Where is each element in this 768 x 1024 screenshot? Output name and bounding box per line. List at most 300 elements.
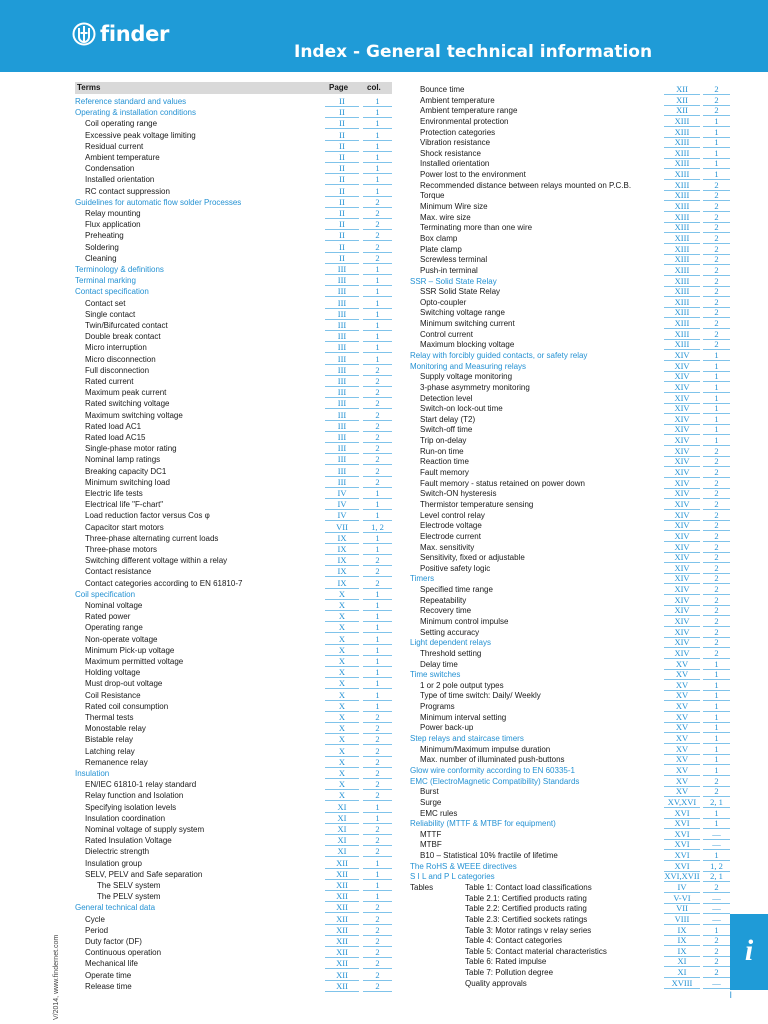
page-reference[interactable]: III (325, 398, 359, 409)
section-heading[interactable]: General technical data (75, 903, 156, 913)
column-reference: 2 (703, 616, 730, 627)
right-index-row (410, 914, 730, 925)
page-reference[interactable]: III (325, 432, 359, 443)
page-reference[interactable]: II (325, 96, 359, 107)
index-term: Level control relay (420, 510, 485, 520)
right-index-row (410, 116, 730, 127)
page-reference[interactable]: XI (325, 802, 359, 813)
page-reference[interactable]: XIII (664, 233, 700, 244)
page-reference[interactable]: VII (664, 903, 700, 914)
left-index-row (75, 970, 392, 981)
column-reference: 1 (703, 659, 730, 670)
column-reference: — (703, 914, 730, 925)
page-reference[interactable]: XII (325, 858, 359, 869)
page-reference[interactable]: XIV (664, 467, 700, 478)
page-reference[interactable]: II (325, 186, 359, 197)
page-reference[interactable]: X (325, 768, 359, 779)
column-reference: 2 (363, 947, 392, 958)
page-reference[interactable]: III (325, 365, 359, 376)
page-reference[interactable]: XIII (664, 276, 700, 287)
column-reference: 2 (703, 297, 730, 308)
column-reference: 1 (363, 186, 392, 197)
page-reference[interactable]: XII (664, 105, 700, 116)
page-reference[interactable]: II (325, 219, 359, 230)
page-reference[interactable]: XV (664, 690, 700, 701)
index-term: Residual current (85, 141, 144, 151)
page-reference[interactable]: XIV (664, 510, 700, 521)
page-reference[interactable]: III (325, 421, 359, 432)
left-index-row (75, 208, 392, 219)
page-reference[interactable]: XV (664, 669, 700, 680)
section-heading[interactable]: Terminal marking (75, 276, 136, 286)
page-reference[interactable]: II (325, 152, 359, 163)
column-reference: 1 (363, 107, 392, 118)
page-reference[interactable]: IX (325, 578, 359, 589)
column-reference: 2 (363, 824, 392, 835)
page-reference[interactable]: XII (325, 970, 359, 981)
left-index-row (75, 365, 392, 376)
page-reference[interactable]: VIII (664, 914, 700, 925)
section-heading[interactable]: Contact specification (75, 287, 149, 297)
page-reference[interactable]: XIII (664, 158, 700, 169)
section-heading[interactable]: Reliability (MTTF & MTBF for equipment) (410, 819, 556, 829)
left-index-row (75, 275, 392, 286)
right-index-row (410, 967, 730, 978)
right-index-row (410, 456, 730, 467)
page-reference[interactable]: XIV (664, 605, 700, 616)
right-index-row (410, 669, 730, 680)
column-reference: 1 (363, 667, 392, 678)
column-reference: 1 (703, 350, 730, 361)
index-term: Type of time switch: Daily/ Weekly (420, 691, 541, 701)
page-reference[interactable]: III (325, 477, 359, 488)
index-term: Run-on time (420, 446, 464, 456)
page-reference[interactable]: II (325, 130, 359, 141)
page-reference[interactable]: IX (664, 946, 700, 957)
left-index-row (75, 174, 392, 185)
right-index-row (410, 935, 730, 946)
page-reference[interactable]: II (325, 174, 359, 185)
column-reference: 1 (363, 880, 392, 891)
page-reference[interactable]: XVI (664, 818, 700, 829)
page-reference[interactable]: XV (664, 659, 700, 670)
page-reference[interactable]: III (325, 331, 359, 342)
page-reference[interactable]: III (325, 387, 359, 398)
page-reference[interactable]: XIV (664, 573, 700, 584)
page-reference[interactable]: XI (325, 824, 359, 835)
column-reference: 1 (703, 414, 730, 425)
page-reference[interactable]: X (325, 611, 359, 622)
page-reference[interactable]: X (325, 712, 359, 723)
page-reference[interactable]: XV (664, 680, 700, 691)
index-term: Minimum switching current (420, 319, 515, 329)
index-term: Double break contact (85, 332, 161, 342)
right-index-row (410, 127, 730, 138)
page-reference[interactable]: VII (325, 522, 359, 533)
page-reference[interactable]: XII (325, 869, 359, 880)
page-reference[interactable]: XV (664, 733, 700, 744)
right-index-row (410, 520, 730, 531)
right-index-row (410, 265, 730, 276)
section-heading[interactable]: Relay with forcibly guided contacts, or safety relay (410, 351, 588, 360)
right-index-row (410, 510, 730, 521)
index-term: Latching relay (85, 746, 135, 756)
page-reference[interactable]: II (325, 141, 359, 152)
page-reference[interactable]: II (325, 107, 359, 118)
right-index-row (410, 648, 730, 659)
index-term: Contact set (85, 298, 126, 308)
page-reference[interactable]: XIV (664, 371, 700, 382)
page-reference[interactable]: II (325, 230, 359, 241)
page-reference[interactable]: XIII (664, 148, 700, 159)
page-reference[interactable]: XII (325, 925, 359, 936)
page-reference[interactable]: X (325, 746, 359, 757)
index-term: Relay function and Isolation (85, 791, 184, 801)
page-reference[interactable]: XVI,XVII (664, 871, 700, 882)
section-heading[interactable]: SSR – Solid State Relay (410, 276, 497, 286)
page-reference[interactable]: XVI (664, 839, 700, 850)
page-reference[interactable]: IX (664, 925, 700, 936)
column-reference: 1 (703, 371, 730, 382)
page-reference[interactable]: XII (325, 958, 359, 969)
page-reference[interactable]: XIV (664, 616, 700, 627)
page-reference[interactable]: XVI (664, 850, 700, 861)
page-reference[interactable]: III (325, 354, 359, 365)
column-reference: 1 (703, 382, 730, 393)
column-reference: 1 (703, 765, 730, 776)
page-reference[interactable]: XIV (664, 552, 700, 563)
page-reference[interactable]: II (325, 253, 359, 264)
page-reference[interactable]: XV (664, 722, 700, 733)
left-index-row (75, 600, 392, 611)
page-reference[interactable]: X (325, 779, 359, 790)
page-reference[interactable]: XIV (664, 531, 700, 542)
page-reference[interactable]: III (325, 410, 359, 421)
page-reference[interactable]: XIV (664, 446, 700, 457)
page-reference[interactable]: IX (664, 935, 700, 946)
page-reference[interactable]: III (325, 342, 359, 353)
page-reference[interactable]: IX (325, 566, 359, 577)
section-heading[interactable]: Coil specification (75, 589, 136, 599)
page-reference[interactable]: XIII (664, 180, 700, 191)
page-reference[interactable]: XIV (664, 414, 700, 425)
page-reference[interactable]: XIV (664, 478, 700, 489)
page-reference[interactable]: V-VI (664, 893, 700, 904)
page-reference[interactable]: XV,XVI (664, 797, 700, 808)
page-reference[interactable]: XIV (664, 393, 700, 404)
table-entry: Quality approvals (465, 978, 527, 988)
index-term: Capacitor start motors (85, 522, 164, 532)
index-term: Contact resistance (85, 567, 152, 577)
section-heading[interactable]: Glow wire conformity according to EN 60335-1 (410, 765, 575, 775)
page-reference[interactable]: XIV (664, 382, 700, 393)
right-index-row (410, 659, 730, 670)
page-reference[interactable]: IV (325, 510, 359, 521)
column-reference: 2 (703, 222, 730, 233)
column-reference: 2 (363, 970, 392, 981)
page-reference[interactable]: XII (325, 936, 359, 947)
page-reference[interactable]: XIV (664, 584, 700, 595)
page-reference[interactable]: II (325, 118, 359, 129)
page-reference[interactable]: III (325, 264, 359, 275)
page-reference[interactable]: XIII (664, 254, 700, 265)
column-reference: 1, 2 (703, 861, 730, 872)
index-term: Bistable relay (85, 735, 134, 745)
section-heading[interactable]: Light dependent relays (410, 638, 491, 648)
page-reference[interactable]: XIII (664, 297, 700, 308)
section-heading[interactable]: The RoHS & WEEE directives (410, 861, 517, 871)
right-index-row (410, 882, 730, 893)
right-index-row (410, 850, 730, 861)
page-reference[interactable]: XII (664, 95, 700, 106)
right-index-row (410, 467, 730, 478)
page-reference[interactable]: IV (325, 499, 359, 510)
page-reference[interactable]: XI (325, 835, 359, 846)
left-index-row (75, 331, 392, 342)
column-reference: 2 (703, 627, 730, 638)
page-reference[interactable]: II (325, 163, 359, 174)
left-index-row (75, 443, 392, 454)
page-reference[interactable]: III (325, 309, 359, 320)
page-reference[interactable]: XI (664, 967, 700, 978)
table-entry: Table 3: Motor ratings v relay series (465, 925, 592, 935)
page-reference[interactable]: XII (325, 891, 359, 902)
page-reference[interactable]: X (325, 622, 359, 633)
page-reference[interactable]: XIII (664, 318, 700, 329)
page-reference[interactable]: XIV (664, 520, 700, 531)
section-heading[interactable]: Guidelines for automatic flow solder Processes (75, 197, 242, 207)
right-index-row (410, 148, 730, 159)
info-icon: i (744, 934, 754, 967)
page-reference[interactable]: XV (664, 786, 700, 797)
page-reference[interactable]: XII (325, 947, 359, 958)
page-reference[interactable]: XV (664, 765, 700, 776)
page-reference[interactable]: III (325, 298, 359, 309)
page-reference[interactable]: II (325, 242, 359, 253)
page-reference[interactable]: XV (664, 776, 700, 787)
column-reference: 2 (703, 233, 730, 244)
page-reference[interactable]: XV (664, 712, 700, 723)
page-reference[interactable]: X (325, 690, 359, 701)
page-reference[interactable]: XII (325, 880, 359, 891)
page-reference[interactable]: XIV (664, 403, 700, 414)
column-reference: 1 (363, 690, 392, 701)
column-reference: 1 (363, 622, 392, 633)
page-reference[interactable]: XIV (664, 627, 700, 638)
left-index-row (75, 858, 392, 869)
left-index-row (75, 454, 392, 465)
right-index-row (410, 573, 730, 584)
page-reference[interactable]: II (325, 197, 359, 208)
page-reference[interactable]: XV (664, 754, 700, 765)
finder-logo-icon (72, 22, 96, 46)
page-reference[interactable]: XIII (664, 265, 700, 276)
page-reference[interactable]: IV (664, 882, 700, 893)
page-reference[interactable]: XIII (664, 190, 700, 201)
column-reference: 1 (363, 499, 392, 510)
column-reference: 1 (363, 634, 392, 645)
page-reference[interactable]: XV (664, 744, 700, 755)
left-index-row (75, 230, 392, 241)
page-reference[interactable]: III (325, 443, 359, 454)
section-heading[interactable]: Terminology & definitions (75, 265, 164, 274)
page-reference[interactable]: XII (325, 914, 359, 925)
page-reference[interactable]: IX (325, 555, 359, 566)
page-reference[interactable]: XII (325, 902, 359, 913)
page-reference[interactable]: XVI (664, 861, 700, 872)
page-reference[interactable]: XIV (664, 424, 700, 435)
page-reference[interactable]: XIV (664, 350, 700, 361)
page-reference[interactable]: XIII (664, 286, 700, 297)
page-reference[interactable]: X (325, 634, 359, 645)
page-reference[interactable]: IV (325, 488, 359, 499)
index-term: Fault memory - status retained on power down (420, 478, 585, 488)
column-reference: — (703, 903, 730, 914)
right-index-row (410, 307, 730, 318)
page-reference[interactable]: XIII (664, 329, 700, 340)
page-reference[interactable]: XIII (664, 244, 700, 255)
page-reference[interactable]: III (325, 320, 359, 331)
page-reference[interactable]: XIII (664, 307, 700, 318)
section-heading[interactable]: EMC (ElectroMagnetic Compatibility) Standards (410, 776, 580, 786)
page-reference[interactable]: IX (325, 533, 359, 544)
column-reference: 2 (703, 329, 730, 340)
index-term: Minimum Pick-up voltage (85, 645, 175, 655)
section-heading[interactable]: Step relays and staircase timers (410, 734, 524, 744)
index-term: Specified time range (420, 585, 493, 595)
page-reference[interactable]: XIV (664, 488, 700, 499)
page-reference[interactable]: X (325, 667, 359, 678)
page-reference[interactable]: XVIII (664, 978, 700, 989)
page-reference[interactable]: X (325, 656, 359, 667)
page-reference[interactable]: XI (664, 956, 700, 967)
page-reference[interactable]: III (325, 286, 359, 297)
page-reference[interactable]: II (325, 208, 359, 219)
page-reference[interactable]: XIII (664, 339, 700, 350)
page-reference[interactable]: IX (325, 544, 359, 555)
page-reference[interactable]: XV (664, 701, 700, 712)
page-reference[interactable]: XVI (664, 808, 700, 819)
page-reference[interactable]: XIII (664, 127, 700, 138)
left-index-row (75, 902, 392, 913)
index-term: Recovery time (420, 606, 472, 616)
right-index-row (410, 403, 730, 414)
section-heading[interactable]: Time switches (410, 670, 461, 680)
column-reference: 2 (363, 443, 392, 454)
column-reference: 1 (363, 342, 392, 353)
page-reference[interactable]: XIII (664, 169, 700, 180)
page-reference[interactable]: XIV (664, 648, 700, 659)
page-reference[interactable]: III (325, 466, 359, 477)
page-reference[interactable]: X (325, 678, 359, 689)
index-term: B10 – Statistical 10% fractile of lifetime (420, 851, 558, 861)
column-reference: 1 (703, 701, 730, 712)
index-term: Installed orientation (420, 159, 490, 169)
index-term: Start delay (T2) (420, 414, 476, 424)
column-reference: 2 (363, 768, 392, 779)
section-heading[interactable]: Monitoring and Measuring relays (410, 361, 527, 371)
right-index-row (410, 329, 730, 340)
index-term: Maximum switching voltage (85, 410, 183, 420)
page-reference[interactable]: X (325, 701, 359, 712)
column-reference: 1 (703, 818, 730, 829)
page-reference[interactable]: XIV (664, 499, 700, 510)
section-heading[interactable]: Insulation (75, 769, 110, 778)
column-reference: 2 (703, 605, 730, 616)
left-index-row (75, 242, 392, 253)
left-index-row (75, 869, 392, 880)
page-reference[interactable]: XII (664, 84, 700, 95)
index-term: EMC rules (420, 808, 458, 818)
page-reference[interactable]: X (325, 734, 359, 745)
page-reference[interactable]: XIV (664, 361, 700, 372)
column-reference: 1 (363, 118, 392, 129)
column-reference: 2 (703, 276, 730, 287)
page-reference[interactable]: XIV (664, 542, 700, 553)
section-heading[interactable]: Operating & installation conditions (75, 108, 196, 118)
page-reference[interactable]: XIII (664, 201, 700, 212)
page-reference[interactable]: XIII (664, 137, 700, 148)
index-term: Minimum interval setting (420, 712, 507, 722)
page-reference[interactable]: III (325, 376, 359, 387)
column-reference: 1 (363, 600, 392, 611)
column-reference: — (703, 978, 730, 989)
index-term: Reaction time (420, 457, 469, 467)
index-term: Max. number of illuminated push-buttons (420, 755, 565, 765)
page-reference[interactable]: X (325, 645, 359, 656)
page-reference[interactable]: XVI (664, 829, 700, 840)
page-reference[interactable]: XIV (664, 637, 700, 648)
page-reference[interactable]: X (325, 600, 359, 611)
section-heading[interactable]: S I L and P L categories (410, 872, 495, 882)
column-reference: 1 (363, 802, 392, 813)
page-reference[interactable]: XI (325, 846, 359, 857)
page-reference[interactable]: XII (325, 981, 359, 992)
left-index-row (75, 398, 392, 409)
page-reference[interactable]: XIV (664, 435, 700, 446)
page-reference[interactable]: XIV (664, 563, 700, 574)
table-entry: Table 5: Contact material characteristics (465, 946, 607, 956)
index-term: Flux application (85, 220, 141, 230)
left-index-row (75, 354, 392, 365)
page-reference[interactable]: X (325, 790, 359, 801)
page-reference[interactable]: XIII (664, 222, 700, 233)
page-reference[interactable]: X (325, 723, 359, 734)
column-reference: 1 (363, 141, 392, 152)
page-reference[interactable]: XIII (664, 212, 700, 223)
page-reference[interactable]: X (325, 757, 359, 768)
left-index-row (75, 376, 392, 387)
column-reference: 2 (703, 935, 730, 946)
left-index-row (75, 186, 392, 197)
page-reference[interactable]: X (325, 589, 359, 600)
column-reference: 1 (703, 116, 730, 127)
index-term: Minimum/Maximum impulse duration (420, 744, 551, 754)
section-heading[interactable]: Timers (410, 574, 435, 584)
page-reference[interactable]: XIV (664, 456, 700, 467)
page-reference[interactable]: III (325, 275, 359, 286)
page-reference[interactable]: XIII (664, 116, 700, 127)
column-reference: 2 (363, 746, 392, 757)
index-term: Minimum Wire size (420, 202, 488, 212)
column-reference: 1 (703, 158, 730, 169)
page-reference[interactable]: XI (325, 813, 359, 824)
page-reference[interactable]: III (325, 454, 359, 465)
right-index-row (410, 361, 730, 372)
page-reference[interactable]: XIV (664, 595, 700, 606)
index-term: Delay time (420, 659, 458, 669)
section-heading[interactable]: Reference standard and values (75, 97, 187, 106)
